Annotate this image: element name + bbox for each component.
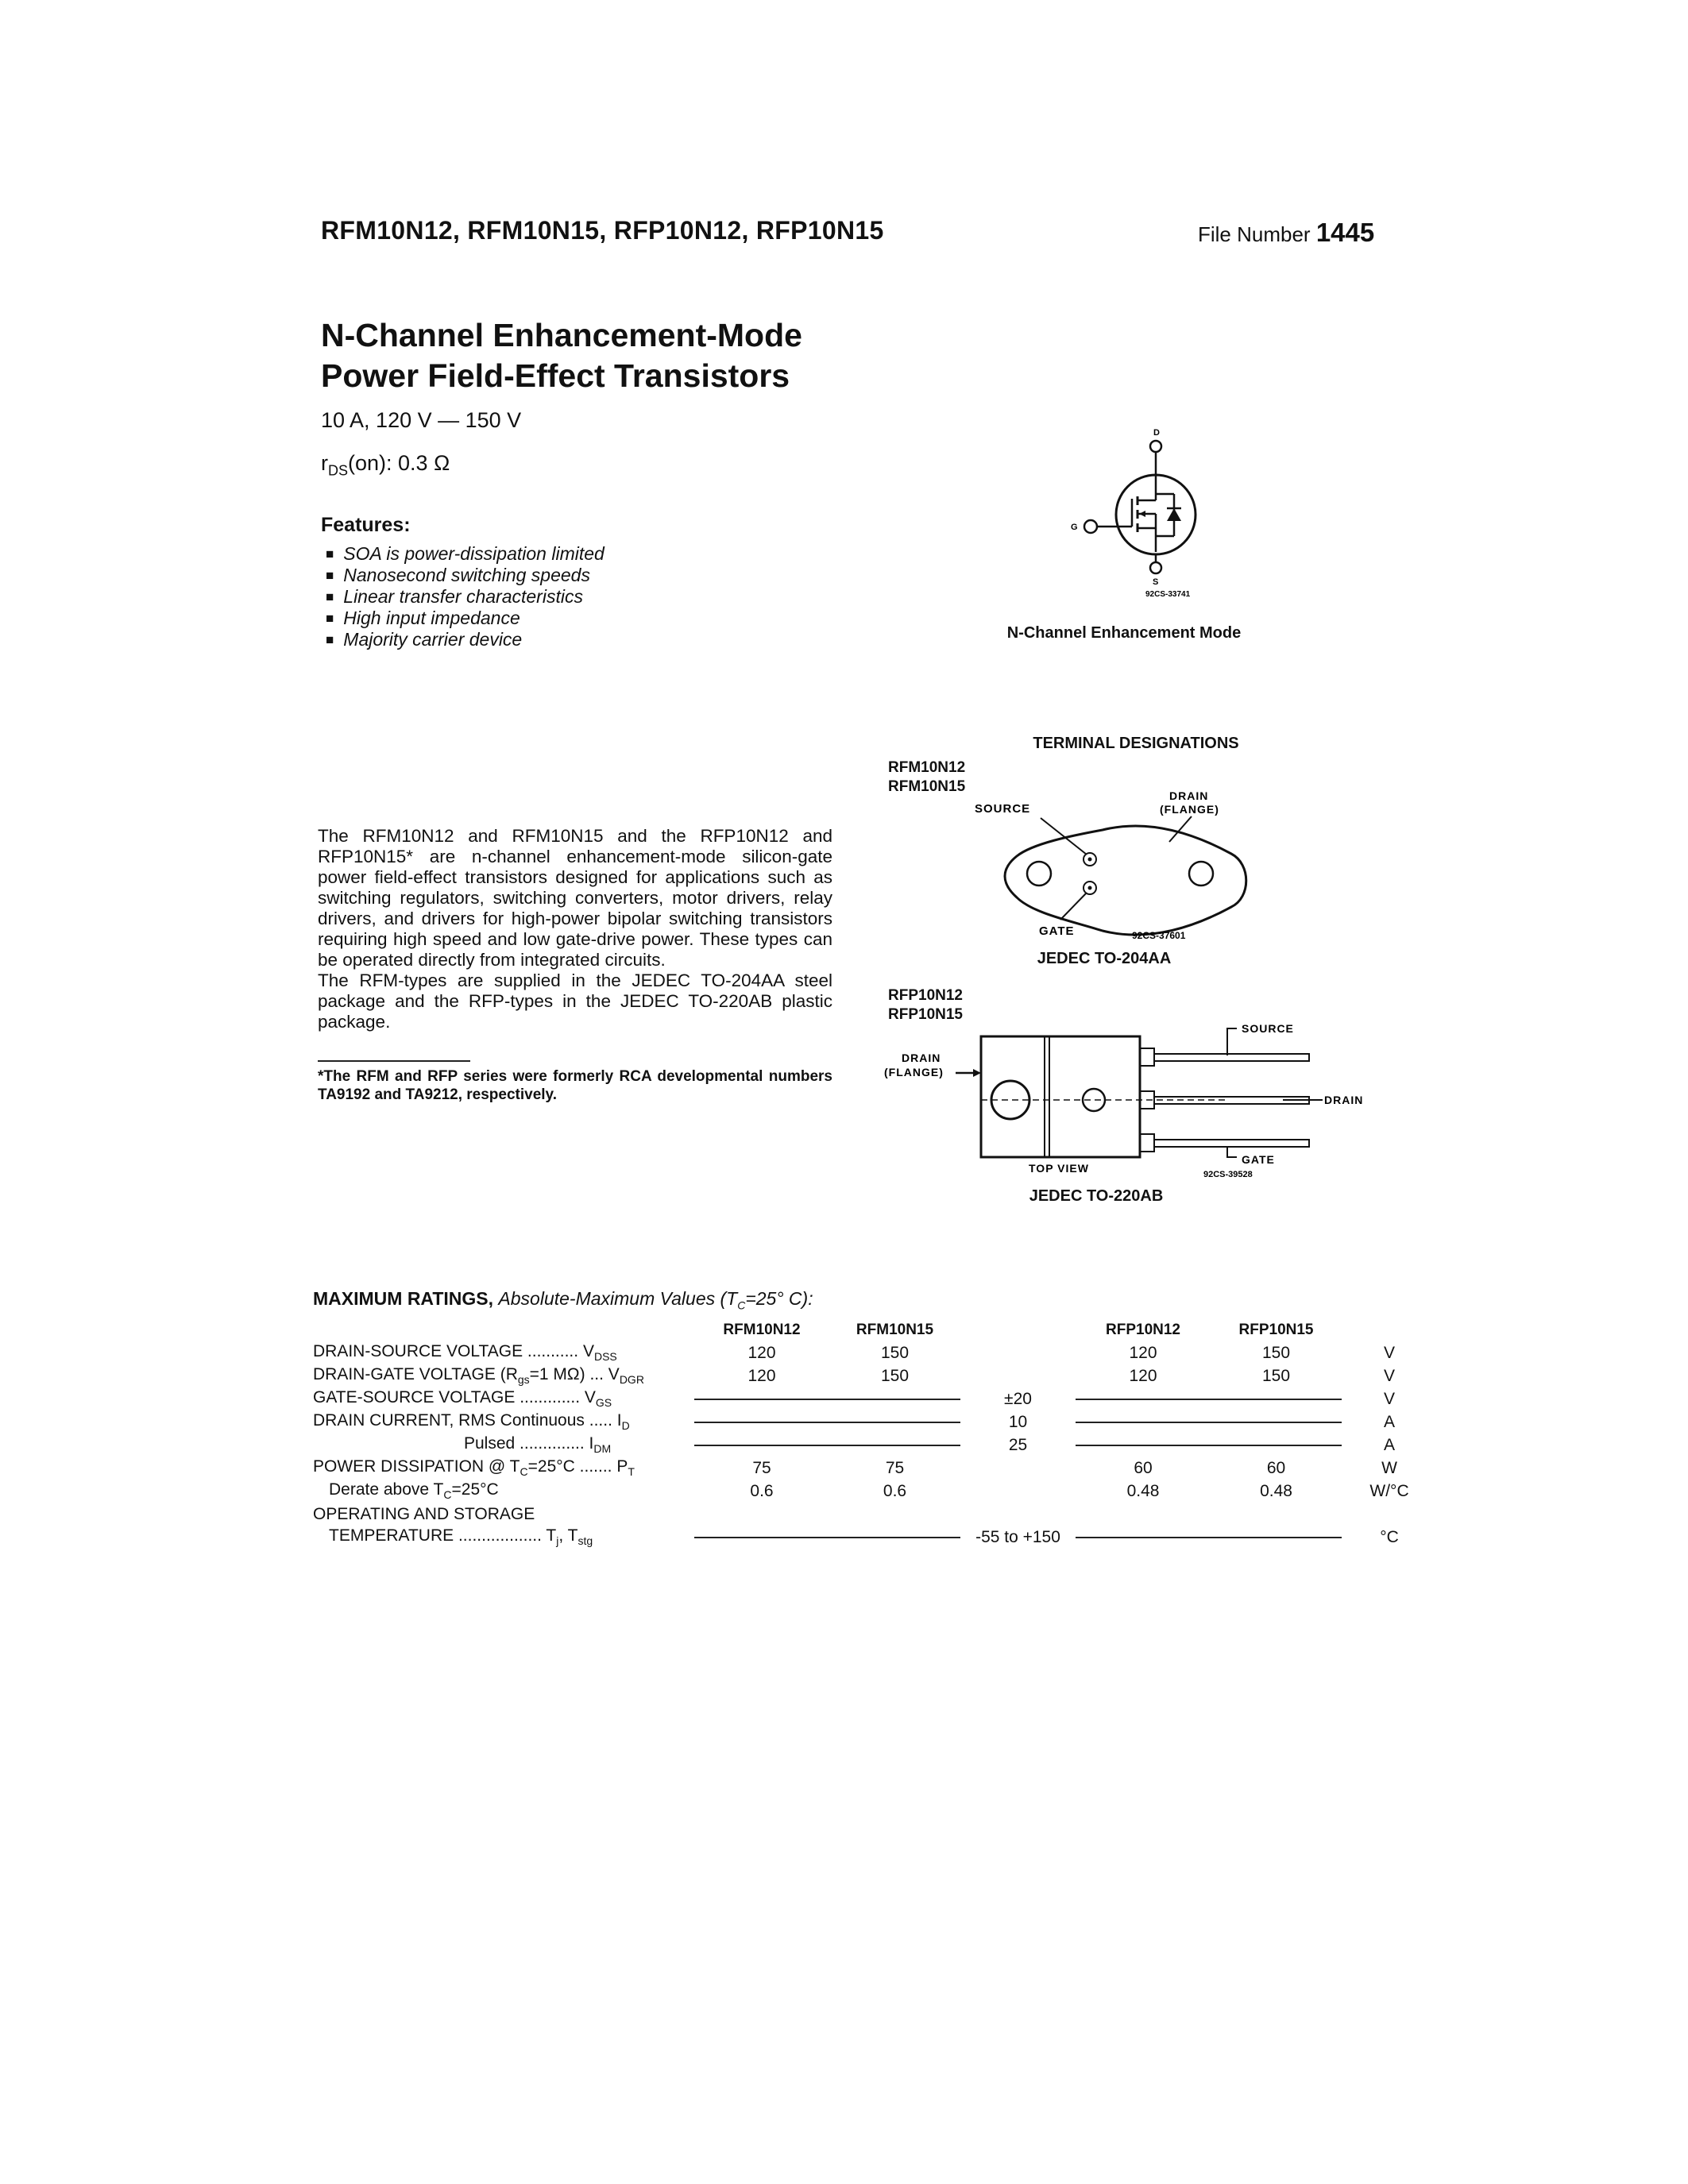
col-header: RFP10N12	[1106, 1321, 1180, 1338]
param-label: Derate above T	[329, 1480, 444, 1499]
to204-drain-label-2: (FLANGE)	[1160, 803, 1219, 816]
to220ab-package-diagram	[878, 1021, 1402, 1179]
value-cell: 60	[1134, 1458, 1153, 1477]
mosfet-symbol-diagram	[1056, 421, 1263, 619]
param-label-tail: =1 MΩ) ... V	[529, 1365, 620, 1384]
table-row	[313, 1526, 1437, 1549]
value-cell: 0.48	[1260, 1481, 1292, 1500]
table-row	[313, 1457, 1437, 1480]
rds-on-line	[321, 451, 450, 479]
value-cell: 150	[1261, 1343, 1291, 1362]
file-number-label: File Number	[1198, 222, 1311, 246]
symbol-code: 92CS-33741	[1145, 590, 1191, 599]
to220-body-outline	[981, 1036, 1140, 1157]
footnote-rule	[318, 1060, 470, 1062]
value-cell: 0.6	[883, 1481, 907, 1500]
value-cell: 75	[752, 1458, 771, 1477]
max-ratings-heading-sub: C	[737, 1298, 746, 1312]
unit-cell: A	[1383, 1435, 1395, 1454]
col-header: RFM10N12	[723, 1321, 801, 1338]
to220-gate-lead	[1154, 1140, 1309, 1147]
max-ratings-heading-italic: Absolute-Maximum Values (T	[498, 1288, 738, 1309]
to204-part-2: RFM10N15	[888, 778, 966, 795]
table-row	[313, 1433, 1437, 1457]
to220-drain-label: DRAIN	[1324, 1094, 1364, 1106]
value-cell: 150	[1261, 1366, 1291, 1385]
value-cell: 60	[1266, 1458, 1286, 1477]
value-cell: 120	[1129, 1343, 1157, 1362]
rating-line: 10 A, 120 V — 150 V	[321, 408, 522, 432]
to204-drain-label-1: DRAIN	[1169, 789, 1209, 802]
value-cell: 120	[747, 1343, 776, 1362]
value-cell: 0.6	[750, 1481, 774, 1500]
max-ratings-heading-bold: MAXIMUM RATINGS,	[313, 1288, 494, 1309]
col-header: RFM10N15	[856, 1321, 934, 1338]
terminal-designations-heading: TERMINAL DESIGNATIONS	[1033, 735, 1239, 752]
value-cell: 150	[880, 1366, 910, 1385]
param-label-tail: =25°C ....... P	[527, 1457, 628, 1476]
param-subscript: DGR	[619, 1373, 644, 1387]
param-label-tail: , T	[558, 1526, 578, 1545]
table-header-row	[313, 1318, 1437, 1341]
param-label: OPERATING AND STORAGE	[313, 1504, 535, 1523]
part-numbers-header: RFM10N12, RFM10N15, RFP10N12, RFP10N15	[321, 216, 884, 245]
shared-value-cell: -55 to +150	[975, 1527, 1060, 1546]
shared-value-cell: 10	[1008, 1412, 1028, 1431]
to220-top-view-label: TOP VIEW	[1029, 1162, 1089, 1175]
drain-terminal-circle	[1150, 441, 1161, 452]
features-list	[326, 543, 605, 650]
description-paragraph-2: The RFM-types are supplied in the JEDEC TO-204AA steel package and the RFP-types in the JEDEC TO-220AB plastic package.	[318, 970, 832, 1032]
param-subscript: C	[520, 1465, 528, 1479]
to220-part-2: RFP10N15	[888, 1006, 963, 1023]
unit-cell: W	[1381, 1458, 1397, 1477]
drain-terminal-label: D	[1153, 428, 1160, 438]
file-number-value: 1445	[1315, 218, 1375, 247]
table-row	[313, 1341, 1437, 1364]
value-cell: 0.48	[1126, 1481, 1160, 1500]
param-subscript: stg	[577, 1534, 593, 1548]
table-row	[313, 1364, 1437, 1387]
param-label-tail: =25°C	[451, 1480, 499, 1499]
to204-part-list	[888, 758, 965, 797]
feature-item: ■ Nanosecond switching speeds	[326, 565, 605, 586]
footnote: *The RFM and RFP series were formerly RCA developmental numbers TA9192 and TA9212, respectively.	[318, 1068, 832, 1103]
param-label: GATE-SOURCE VOLTAGE ............. V	[313, 1388, 596, 1407]
param-subscript: DM	[593, 1442, 612, 1456]
rds-value: (on): 0.3 Ω	[348, 451, 450, 475]
to204aa-package-diagram	[961, 786, 1327, 945]
to204-part-1: RFM10N12	[888, 759, 966, 776]
to220-gate-label: GATE	[1242, 1153, 1275, 1166]
param-subscript: D	[621, 1419, 630, 1433]
table-row	[313, 1503, 1437, 1526]
unit-cell: V	[1383, 1366, 1395, 1385]
features-heading: Features:	[321, 514, 411, 536]
to204-code: 92CS-37601	[1132, 930, 1186, 941]
source-terminal-label: S	[1153, 577, 1159, 587]
param-label: Pulsed .............. I	[464, 1434, 594, 1453]
to204-caption: JEDEC TO-204AA	[1037, 950, 1172, 967]
to220-source-lead	[1154, 1054, 1309, 1061]
max-ratings-table	[313, 1318, 1437, 1549]
param-label: DRAIN-GATE VOLTAGE (R	[313, 1365, 518, 1384]
title-line-2: Power Field-Effect Transistors	[321, 357, 790, 394]
to204-gate-label: GATE	[1039, 924, 1075, 938]
param-subscript: C	[443, 1488, 452, 1502]
source-terminal-circle	[1150, 562, 1161, 573]
symbol-caption: N-Channel Enhancement Mode	[1006, 624, 1242, 642]
to220-flange-label-2: (FLANGE)	[884, 1066, 944, 1078]
table-row	[313, 1387, 1437, 1410]
table-row	[313, 1410, 1437, 1433]
shared-value-cell: 25	[1008, 1435, 1028, 1454]
param-subscript: j	[556, 1534, 559, 1548]
param-subscript: GS	[595, 1396, 612, 1410]
unit-cell: W/°C	[1369, 1481, 1409, 1500]
feature-item: ■ Majority carrier device	[326, 629, 605, 650]
gate-terminal-label: G	[1071, 523, 1078, 532]
feature-item: ■ High input impedance	[326, 608, 605, 629]
param-label: DRAIN CURRENT, RMS Continuous ..... I	[313, 1411, 622, 1430]
to220-part-list	[888, 986, 963, 1024]
feature-item: ■ SOA is power-dissipation limited	[326, 543, 605, 565]
param-subscript: gs	[517, 1373, 530, 1387]
gate-terminal-circle	[1084, 520, 1097, 533]
feature-item: ■ Linear transfer characteristics	[326, 586, 605, 608]
to220-code: 92CS-39528	[1203, 1170, 1253, 1179]
unit-cell: A	[1383, 1412, 1395, 1431]
unit-cell: V	[1383, 1343, 1395, 1362]
param-label: DRAIN-SOURCE VOLTAGE ........... V	[313, 1342, 594, 1361]
shared-value-cell: ±20	[1004, 1389, 1032, 1408]
value-cell: 150	[880, 1343, 910, 1362]
to220-caption: JEDEC TO-220AB	[1029, 1187, 1164, 1205]
unit-cell: V	[1383, 1389, 1395, 1408]
param-subscript: T	[628, 1465, 635, 1479]
param-subscript: DSS	[593, 1350, 617, 1364]
max-ratings-heading-tail: =25° C):	[745, 1288, 813, 1309]
to220-flange-label-1: DRAIN	[902, 1051, 941, 1064]
to220-source-label: SOURCE	[1242, 1022, 1294, 1035]
to204-source-label: SOURCE	[975, 802, 1031, 816]
title-line-1: N-Channel Enhancement-Mode	[321, 317, 802, 353]
to220-part-1: RFP10N12	[888, 987, 963, 1004]
rds-subscript: DS	[328, 462, 349, 479]
value-cell: 120	[747, 1366, 776, 1385]
value-cell: 120	[1129, 1366, 1157, 1385]
max-ratings-heading	[313, 1288, 813, 1312]
col-header: RFP10N15	[1238, 1321, 1314, 1338]
file-number	[1198, 218, 1374, 248]
unit-cell: °C	[1380, 1527, 1399, 1546]
rds-symbol: r	[321, 451, 328, 475]
value-cell: 75	[885, 1458, 905, 1477]
document-title	[321, 315, 802, 396]
param-label: TEMPERATURE .................. T	[329, 1526, 557, 1545]
table-row	[313, 1480, 1437, 1503]
description	[318, 826, 832, 1032]
param-label: POWER DISSIPATION @ T	[313, 1457, 520, 1476]
description-paragraph-1: The RFM10N12 and RFM10N15 and the RFP10N12 and RFP10N15* are n-channel enhancement-mode silicon-gate power field-effect transistors designed for applications such as switching regulators, switching converters, motor drivers, relay drivers, and drivers for high-power bipolar switching transistors requiring high speed and low gate-drive power. These types can be operated directly from integrated circuits.	[318, 826, 832, 970]
